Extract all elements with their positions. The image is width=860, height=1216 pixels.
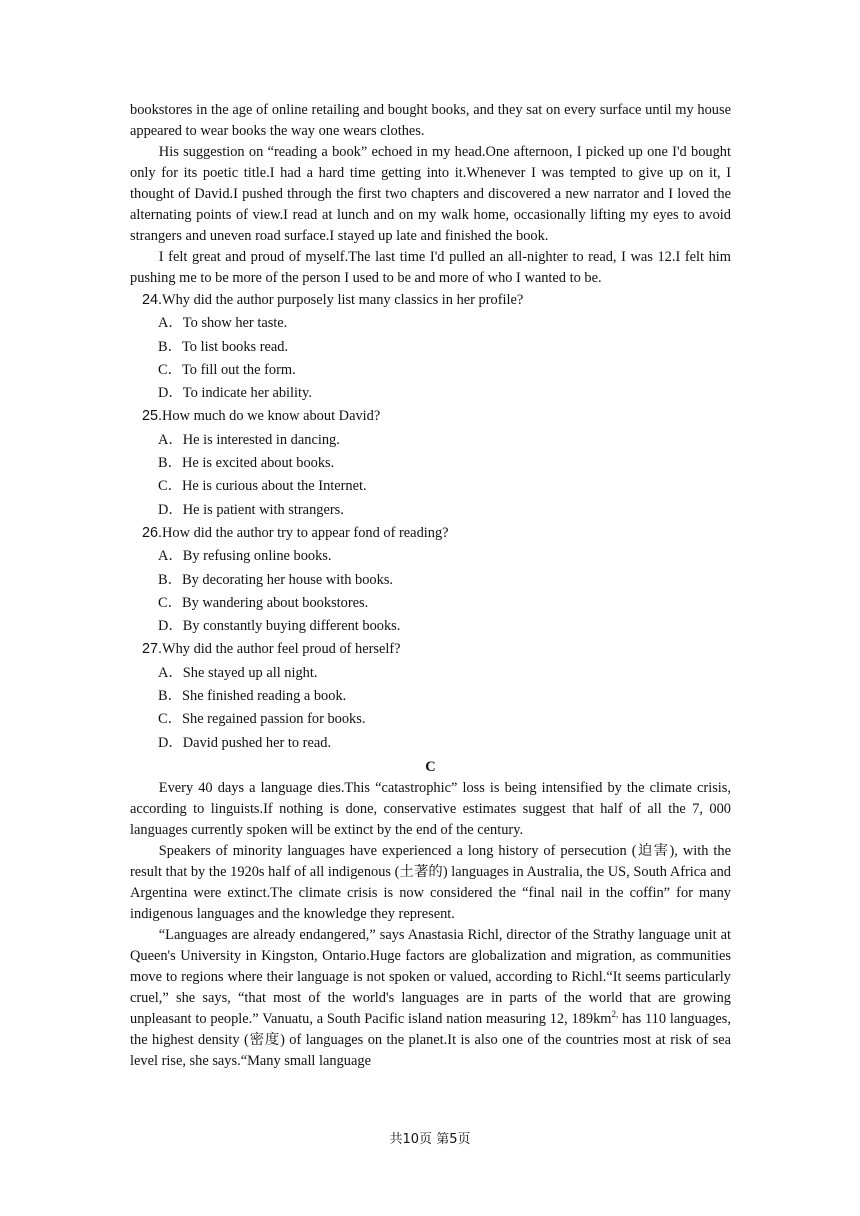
option-c: C．He is curious about the Internet. xyxy=(158,478,367,495)
question-25 xyxy=(130,405,731,521)
paragraph-text-start: “Languages are already endangered,” says Anastasia Richl, director of the Strathy language unit at Queen's University in Kingston, Ontario.Huge factors are globalization and migration, as communities move to regions where their language is not spoken or valued, according to Richl.“It seems particularly cruel,” she says, “that most of the world's languages are in parts of the world that are growing unpleasant to people.” Vanuatu, a South Pacific island nation measuring 12, 189km xyxy=(130,926,731,1027)
page-content xyxy=(130,100,731,1072)
option-a: A．To show her taste. xyxy=(158,315,288,332)
option-b: B．By decorating her house with books. xyxy=(158,571,394,588)
option-d: D．David pushed her to read. xyxy=(158,734,332,751)
page-footer: 共10页 第5页 xyxy=(389,1132,471,1147)
passage-c-paragraph-3 xyxy=(130,925,731,1072)
question-text: Why did the author purposely list many classics in her profile? xyxy=(162,292,524,308)
passage-b-paragraph-2: His suggestion on “reading a book” echoed in my head.One afternoon, I picked up one I'd bought only for its poetic title.I had a hard time getting into it.Whenever I was tempted to give up on it, I thought of David.I pushed through the first two chapters and discovered a new narrator and I loved the alternating points of view.I read at lunch and on my walk home, occasionally lifting my eyes to avoid strangers and uneven road surface.I stayed up late and finished the book. xyxy=(130,144,731,244)
question-27 xyxy=(130,638,731,754)
option-a: A．By refusing online books. xyxy=(158,548,332,565)
paragraph-text-end: has 110 languages, the highest density (密度) of languages on the planet.It is also one of the countries most at risk of sea level rise, she says.“Many small language xyxy=(130,1010,731,1069)
question-26 xyxy=(130,522,731,638)
option-a: A．He is interested in dancing. xyxy=(158,431,340,448)
option-d: D．To indicate her ability. xyxy=(158,385,312,402)
question-text: How much do we know about David? xyxy=(162,408,381,425)
superscript-squared: 2, xyxy=(611,1009,619,1020)
option-c: C．She regained passion for books. xyxy=(158,711,366,728)
option-d: D．He is patient with strangers. xyxy=(158,501,344,518)
option-b: B．She finished reading a book. xyxy=(158,688,347,705)
passage-b-paragraph-1: bookstores in the age of online retailing and bought books, and they sat on every surface until my house appeared to wear books the way one wears clothes. xyxy=(130,102,731,139)
option-b: B．To list books read. xyxy=(158,338,289,355)
option-c: C．By wandering about bookstores. xyxy=(158,594,369,611)
question-number: 24. xyxy=(142,292,163,308)
option-c: C．To fill out the form. xyxy=(158,361,296,378)
question-number: 27. xyxy=(142,641,163,658)
question-text: Why did the author feel proud of herself? xyxy=(162,641,401,658)
option-d: D．By constantly buying different books. xyxy=(158,618,401,635)
question-number: 26. xyxy=(142,524,163,541)
option-a: A．She stayed up all night. xyxy=(158,664,318,681)
question-text: How did the author try to appear fond of reading? xyxy=(162,524,449,541)
passage-b-paragraph-3: I felt great and proud of myself.The last time I'd pulled an all-nighter to read, I was 12.I felt him pushing me to be more of the person I used to be and more of who I wanted to be. xyxy=(130,249,731,286)
question-24 xyxy=(130,289,731,405)
passage-c-paragraph-2: Speakers of minority languages have experienced a long history of persecution (迫害), with the result that by the 1920s half of all indigenous (土著的) languages in Australia, the US, South Africa and Argentina were extinct.The climate crisis is now considered the “final nail in the coffin” for many indigenous languages and the knowledge they represent. xyxy=(130,842,731,922)
passage-c-paragraph-1: Every 40 days a language dies.This “catastrophic” loss is being intensified by the climate crisis, according to linguists.If nothing is done, conservative estimates suggest that half of all the 7, 000 languages currently spoken will be extinct by the end of the century. xyxy=(130,779,731,838)
option-b: B．He is excited about books. xyxy=(158,455,335,472)
question-number: 25. xyxy=(142,408,163,425)
section-heading-c: C xyxy=(425,758,436,775)
